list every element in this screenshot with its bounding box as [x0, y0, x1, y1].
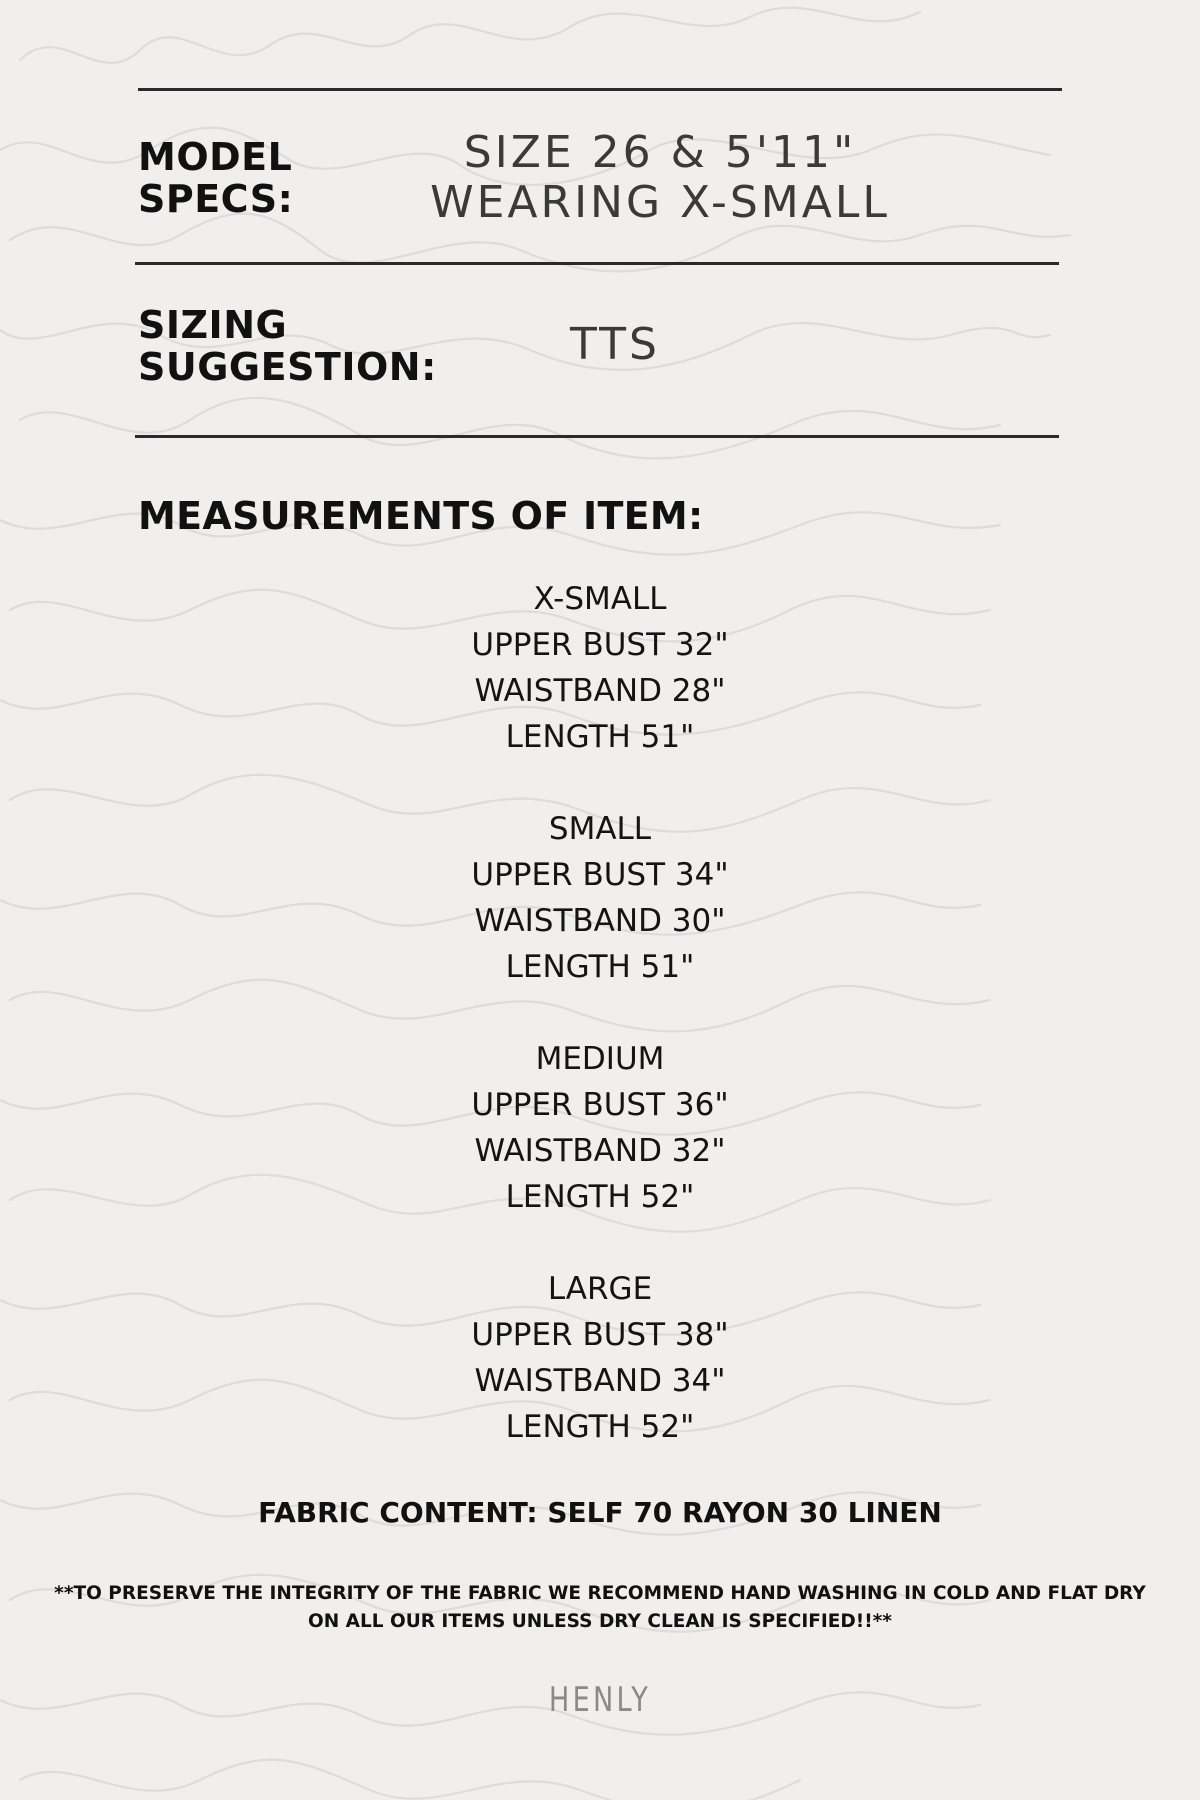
size-upper-bust: UPPER BUST 38" [471, 1317, 729, 1353]
size-upper-bust: UPPER BUST 32" [471, 627, 729, 663]
size-block-large [0, 1266, 1200, 1450]
size-waistband: WAISTBAND 32" [474, 1133, 726, 1169]
sizing-suggestion-label-line2: SUGGESTION: [138, 345, 437, 389]
care-note: **TO PRESERVE THE INTEGRITY OF THE FABRIC WE RECOMMEND HAND WASHING IN COLD AND FLAT DRY ON ALL OUR ITEMS UNLESS DRY CLEAN IS SPECIFIED!!** [54, 1583, 1146, 1632]
size-name: MEDIUM [535, 1041, 665, 1077]
size-length: LENGTH 51" [505, 949, 695, 985]
divider-middle [135, 262, 1059, 265]
size-waistband: WAISTBAND 34" [474, 1363, 726, 1399]
fabric-content: FABRIC CONTENT: SELF 70 RAYON 30 LINEN [258, 1496, 942, 1529]
size-waistband: WAISTBAND 28" [474, 673, 726, 709]
brand-logo: HENLY [548, 1680, 652, 1720]
sizing-suggestion-value: TTS [570, 319, 660, 370]
size-length: LENGTH 52" [505, 1409, 695, 1445]
size-name: LARGE [547, 1271, 653, 1307]
size-name: SMALL [548, 811, 652, 847]
size-upper-bust: UPPER BUST 34" [471, 857, 729, 893]
size-length: LENGTH 52" [505, 1179, 695, 1215]
size-block-medium [0, 1036, 1200, 1220]
size-upper-bust: UPPER BUST 36" [471, 1087, 729, 1123]
size-waistband: WAISTBAND 30" [474, 903, 726, 939]
size-name: X-SMALL [533, 581, 667, 617]
model-specs-value-line2: WEARING X-SMALL [430, 177, 890, 228]
model-specs-value [400, 128, 920, 228]
model-specs-label-line2: SPECS: [138, 177, 294, 221]
size-block-x-small [0, 576, 1200, 760]
size-block-small [0, 806, 1200, 990]
model-specs-label-line1: MODEL [138, 135, 293, 179]
divider-top [138, 88, 1062, 91]
model-specs-value-line1: SIZE 26 & 5'11" [463, 127, 857, 178]
sizing-suggestion-label [138, 304, 437, 388]
model-specs-label [138, 136, 293, 220]
sizing-suggestion-label-line1: SIZING [138, 303, 288, 347]
measurements-title: MEASUREMENTS OF ITEM: [138, 494, 704, 538]
measurements-list [0, 576, 1200, 1496]
divider-lower [135, 435, 1059, 438]
size-length: LENGTH 51" [505, 719, 695, 755]
